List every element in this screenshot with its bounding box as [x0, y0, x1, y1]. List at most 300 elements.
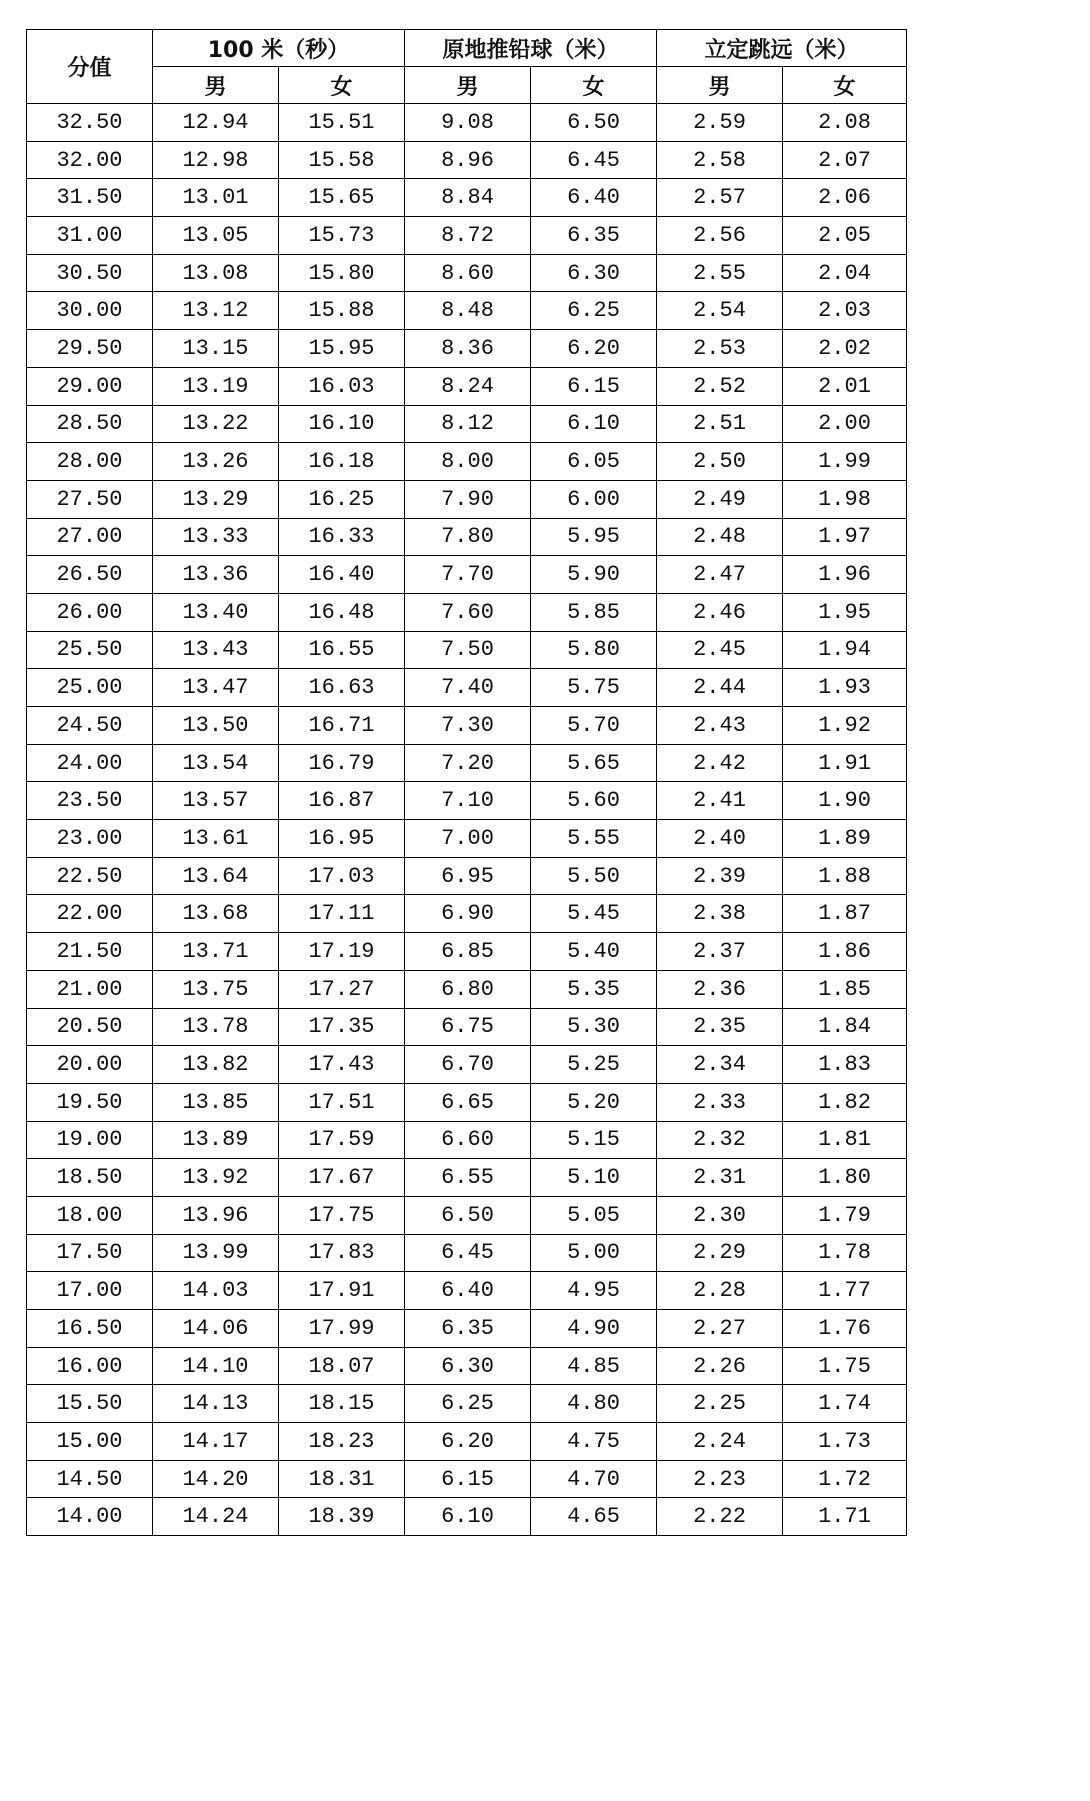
- table-row: [27, 669, 907, 707]
- run100m-male-cell: 13.15: [153, 330, 279, 368]
- run100m-female-cell: 16.40: [279, 556, 405, 594]
- longjump-female-cell: 1.72: [783, 1460, 907, 1498]
- run100m-female-cell: 16.63: [279, 669, 405, 707]
- longjump-male-cell: 2.58: [657, 141, 783, 179]
- longjump-female-cell: 2.06: [783, 179, 907, 217]
- table-row: [27, 556, 907, 594]
- run100m-female-cell: 16.48: [279, 593, 405, 631]
- longjump-male-cell: 2.35: [657, 1008, 783, 1046]
- shotput-male-cell: 6.15: [405, 1460, 531, 1498]
- run100m-female-cell: 18.23: [279, 1423, 405, 1461]
- longjump-male-cell: 2.29: [657, 1234, 783, 1272]
- run100m-female-cell: 16.55: [279, 631, 405, 669]
- score-cell: 29.50: [27, 330, 153, 368]
- table-row: [27, 1196, 907, 1234]
- longjump-female-cell: 1.81: [783, 1121, 907, 1159]
- longjump-female-cell: 1.89: [783, 820, 907, 858]
- shotput-female-cell: 5.85: [531, 593, 657, 631]
- longjump-male-cell: 2.49: [657, 480, 783, 518]
- shotput-female-cell: 5.65: [531, 744, 657, 782]
- table-row: [27, 367, 907, 405]
- run100m-female-cell: 17.51: [279, 1083, 405, 1121]
- shotput-male-cell: 6.35: [405, 1310, 531, 1348]
- table-row: [27, 1460, 907, 1498]
- longjump-male-cell: 2.38: [657, 895, 783, 933]
- shotput-female-cell: 5.80: [531, 631, 657, 669]
- table-row: [27, 330, 907, 368]
- table-row: [27, 179, 907, 217]
- run100m-male-cell: 13.85: [153, 1083, 279, 1121]
- table-row: [27, 480, 907, 518]
- longjump-male-cell: 2.28: [657, 1272, 783, 1310]
- longjump-female-cell: 1.78: [783, 1234, 907, 1272]
- score-cell: 15.00: [27, 1423, 153, 1461]
- run100m-male-cell: 13.47: [153, 669, 279, 707]
- shotput-male-cell: 6.75: [405, 1008, 531, 1046]
- run100m-female-cell: 17.91: [279, 1272, 405, 1310]
- shotput-male-cell: 6.85: [405, 933, 531, 971]
- run100m-male-cell: 13.29: [153, 480, 279, 518]
- score-cell: 24.00: [27, 744, 153, 782]
- longjump-female-cell: 1.71: [783, 1498, 907, 1536]
- longjump-female-cell: 2.02: [783, 330, 907, 368]
- shotput-female-cell: 5.00: [531, 1234, 657, 1272]
- longjump-female-cell: 1.88: [783, 857, 907, 895]
- gender-header-row: [27, 67, 907, 104]
- sub-header-male: 男: [153, 67, 279, 104]
- longjump-female-cell: 1.90: [783, 782, 907, 820]
- score-cell: 14.50: [27, 1460, 153, 1498]
- score-cell: 14.00: [27, 1498, 153, 1536]
- score-cell: 18.00: [27, 1196, 153, 1234]
- longjump-female-cell: 1.94: [783, 631, 907, 669]
- run100m-male-cell: 14.10: [153, 1347, 279, 1385]
- shotput-female-cell: 5.25: [531, 1046, 657, 1084]
- score-cell: 31.50: [27, 179, 153, 217]
- shotput-male-cell: 7.60: [405, 593, 531, 631]
- longjump-male-cell: 2.36: [657, 970, 783, 1008]
- score-cell: 30.50: [27, 254, 153, 292]
- run100m-female-cell: 16.71: [279, 707, 405, 745]
- run100m-male-cell: 13.92: [153, 1159, 279, 1197]
- longjump-male-cell: 2.56: [657, 217, 783, 255]
- run100m-male-cell: 14.20: [153, 1460, 279, 1498]
- score-cell: 27.50: [27, 480, 153, 518]
- longjump-male-cell: 2.30: [657, 1196, 783, 1234]
- longjump-male-cell: 2.37: [657, 933, 783, 971]
- run100m-male-cell: 13.61: [153, 820, 279, 858]
- run100m-female-cell: 18.31: [279, 1460, 405, 1498]
- longjump-male-cell: 2.41: [657, 782, 783, 820]
- shotput-male-cell: 6.60: [405, 1121, 531, 1159]
- run100m-female-cell: 16.25: [279, 480, 405, 518]
- run100m-female-cell: 16.03: [279, 367, 405, 405]
- table-row: [27, 1083, 907, 1121]
- run100m-female-cell: 18.39: [279, 1498, 405, 1536]
- table-row: [27, 405, 907, 443]
- table-row: [27, 933, 907, 971]
- shotput-female-cell: 4.85: [531, 1347, 657, 1385]
- longjump-male-cell: 2.53: [657, 330, 783, 368]
- longjump-female-cell: 1.91: [783, 744, 907, 782]
- run100m-female-cell: 16.10: [279, 405, 405, 443]
- longjump-female-cell: 1.79: [783, 1196, 907, 1234]
- shotput-female-cell: 4.90: [531, 1310, 657, 1348]
- longjump-female-cell: 1.86: [783, 933, 907, 971]
- table-row: [27, 1310, 907, 1348]
- score-cell: 19.50: [27, 1083, 153, 1121]
- table-row: [27, 631, 907, 669]
- longjump-male-cell: 2.48: [657, 518, 783, 556]
- sub-header-male: 男: [657, 67, 783, 104]
- run100m-female-cell: 16.18: [279, 443, 405, 481]
- run100m-male-cell: 13.19: [153, 367, 279, 405]
- shotput-female-cell: 5.60: [531, 782, 657, 820]
- run100m-male-cell: 13.82: [153, 1046, 279, 1084]
- run100m-female-cell: 15.80: [279, 254, 405, 292]
- score-header: 分值: [27, 30, 153, 104]
- longjump-female-cell: 1.96: [783, 556, 907, 594]
- table-row: [27, 1385, 907, 1423]
- shotput-male-cell: 6.50: [405, 1196, 531, 1234]
- longjump-female-cell: 1.95: [783, 593, 907, 631]
- shotput-female-cell: 5.55: [531, 820, 657, 858]
- table-row: [27, 1272, 907, 1310]
- score-cell: 32.00: [27, 141, 153, 179]
- longjump-female-cell: 1.73: [783, 1423, 907, 1461]
- shotput-male-cell: 7.00: [405, 820, 531, 858]
- longjump-male-cell: 2.44: [657, 669, 783, 707]
- table-row: [27, 292, 907, 330]
- table-row: [27, 518, 907, 556]
- shotput-female-cell: 6.50: [531, 104, 657, 142]
- table-row: [27, 1046, 907, 1084]
- shotput-male-cell: 7.50: [405, 631, 531, 669]
- run100m-male-cell: 13.57: [153, 782, 279, 820]
- run100m-male-cell: 13.64: [153, 857, 279, 895]
- run100m-male-cell: 14.06: [153, 1310, 279, 1348]
- sub-header-female: 女: [783, 67, 907, 104]
- shotput-female-cell: 6.15: [531, 367, 657, 405]
- score-cell: 23.50: [27, 782, 153, 820]
- shotput-male-cell: 8.36: [405, 330, 531, 368]
- run100m-male-cell: 13.75: [153, 970, 279, 1008]
- score-cell: 26.00: [27, 593, 153, 631]
- run100m-female-cell: 17.19: [279, 933, 405, 971]
- run100m-male-cell: 13.22: [153, 405, 279, 443]
- run100m-female-cell: 17.83: [279, 1234, 405, 1272]
- longjump-female-cell: 1.83: [783, 1046, 907, 1084]
- longjump-male-cell: 2.50: [657, 443, 783, 481]
- shotput-female-cell: 5.90: [531, 556, 657, 594]
- table-row: [27, 1423, 907, 1461]
- run100m-male-cell: 14.24: [153, 1498, 279, 1536]
- shotput-female-cell: 4.75: [531, 1423, 657, 1461]
- longjump-male-cell: 2.40: [657, 820, 783, 858]
- longjump-female-cell: 1.74: [783, 1385, 907, 1423]
- table-row: [27, 593, 907, 631]
- longjump-male-cell: 2.47: [657, 556, 783, 594]
- score-cell: 30.00: [27, 292, 153, 330]
- shotput-female-cell: 4.70: [531, 1460, 657, 1498]
- longjump-female-cell: 1.99: [783, 443, 907, 481]
- shotput-female-cell: 5.10: [531, 1159, 657, 1197]
- longjump-female-cell: 1.97: [783, 518, 907, 556]
- score-cell: 17.00: [27, 1272, 153, 1310]
- longjump-male-cell: 2.33: [657, 1083, 783, 1121]
- shotput-female-cell: 5.15: [531, 1121, 657, 1159]
- score-cell: 22.50: [27, 857, 153, 895]
- run100m-male-cell: 13.26: [153, 443, 279, 481]
- group-header-shot-put: 原地推铅球（米）: [405, 30, 657, 67]
- shotput-female-cell: 6.30: [531, 254, 657, 292]
- table-row: [27, 254, 907, 292]
- run100m-male-cell: 13.08: [153, 254, 279, 292]
- longjump-male-cell: 2.31: [657, 1159, 783, 1197]
- longjump-female-cell: 1.84: [783, 1008, 907, 1046]
- shotput-female-cell: 6.25: [531, 292, 657, 330]
- score-cell: 29.00: [27, 367, 153, 405]
- score-cell: 22.00: [27, 895, 153, 933]
- shotput-male-cell: 6.30: [405, 1347, 531, 1385]
- shotput-male-cell: 6.80: [405, 970, 531, 1008]
- table-row: [27, 895, 907, 933]
- run100m-female-cell: 17.43: [279, 1046, 405, 1084]
- run100m-male-cell: 14.17: [153, 1423, 279, 1461]
- table-row: [27, 820, 907, 858]
- longjump-male-cell: 2.45: [657, 631, 783, 669]
- run100m-female-cell: 16.33: [279, 518, 405, 556]
- run100m-male-cell: 13.12: [153, 292, 279, 330]
- run100m-female-cell: 17.99: [279, 1310, 405, 1348]
- shotput-male-cell: 6.45: [405, 1234, 531, 1272]
- longjump-male-cell: 2.27: [657, 1310, 783, 1348]
- run100m-male-cell: 13.71: [153, 933, 279, 971]
- run100m-male-cell: 13.43: [153, 631, 279, 669]
- run100m-female-cell: 16.95: [279, 820, 405, 858]
- shotput-male-cell: 8.12: [405, 405, 531, 443]
- longjump-female-cell: 2.04: [783, 254, 907, 292]
- run100m-male-cell: 14.03: [153, 1272, 279, 1310]
- shotput-female-cell: 5.95: [531, 518, 657, 556]
- run100m-male-cell: 13.54: [153, 744, 279, 782]
- longjump-male-cell: 2.34: [657, 1046, 783, 1084]
- shotput-male-cell: 6.10: [405, 1498, 531, 1536]
- shotput-male-cell: 8.84: [405, 179, 531, 217]
- shotput-male-cell: 8.96: [405, 141, 531, 179]
- longjump-female-cell: 1.85: [783, 970, 907, 1008]
- shotput-male-cell: 8.60: [405, 254, 531, 292]
- table-row: [27, 1121, 907, 1159]
- score-cell: 17.50: [27, 1234, 153, 1272]
- longjump-male-cell: 2.22: [657, 1498, 783, 1536]
- longjump-male-cell: 2.26: [657, 1347, 783, 1385]
- table-row: [27, 744, 907, 782]
- group-header-row: [27, 30, 907, 67]
- shotput-male-cell: 7.40: [405, 669, 531, 707]
- longjump-female-cell: 1.87: [783, 895, 907, 933]
- longjump-male-cell: 2.46: [657, 593, 783, 631]
- longjump-male-cell: 2.32: [657, 1121, 783, 1159]
- score-cell: 31.00: [27, 217, 153, 255]
- run100m-female-cell: 18.15: [279, 1385, 405, 1423]
- sub-header-female: 女: [531, 67, 657, 104]
- longjump-male-cell: 2.54: [657, 292, 783, 330]
- shotput-female-cell: 5.20: [531, 1083, 657, 1121]
- run100m-male-cell: 13.05: [153, 217, 279, 255]
- shotput-male-cell: 6.65: [405, 1083, 531, 1121]
- sub-header-female: 女: [279, 67, 405, 104]
- run100m-female-cell: 15.58: [279, 141, 405, 179]
- shotput-female-cell: 5.05: [531, 1196, 657, 1234]
- run100m-female-cell: 17.11: [279, 895, 405, 933]
- shotput-female-cell: 5.70: [531, 707, 657, 745]
- shotput-female-cell: 4.80: [531, 1385, 657, 1423]
- score-cell: 19.00: [27, 1121, 153, 1159]
- score-cell: 21.00: [27, 970, 153, 1008]
- longjump-female-cell: 1.80: [783, 1159, 907, 1197]
- shotput-female-cell: 4.95: [531, 1272, 657, 1310]
- longjump-female-cell: 1.82: [783, 1083, 907, 1121]
- table-row: [27, 141, 907, 179]
- score-cell: 27.00: [27, 518, 153, 556]
- score-cell: 15.50: [27, 1385, 153, 1423]
- group-header-long-jump: 立定跳远（米）: [657, 30, 907, 67]
- table-row: [27, 857, 907, 895]
- shotput-male-cell: 8.24: [405, 367, 531, 405]
- longjump-female-cell: 1.93: [783, 669, 907, 707]
- table-row: [27, 707, 907, 745]
- run100m-male-cell: 13.36: [153, 556, 279, 594]
- longjump-male-cell: 2.52: [657, 367, 783, 405]
- score-cell: 21.50: [27, 933, 153, 971]
- longjump-female-cell: 2.00: [783, 405, 907, 443]
- table-row: [27, 1159, 907, 1197]
- shotput-male-cell: 6.95: [405, 857, 531, 895]
- shotput-female-cell: 6.40: [531, 179, 657, 217]
- run100m-female-cell: 17.35: [279, 1008, 405, 1046]
- score-cell: 20.50: [27, 1008, 153, 1046]
- longjump-male-cell: 2.57: [657, 179, 783, 217]
- longjump-male-cell: 2.24: [657, 1423, 783, 1461]
- score-cell: 28.00: [27, 443, 153, 481]
- longjump-female-cell: 1.75: [783, 1347, 907, 1385]
- longjump-female-cell: 2.07: [783, 141, 907, 179]
- shotput-female-cell: 5.50: [531, 857, 657, 895]
- longjump-female-cell: 2.01: [783, 367, 907, 405]
- run100m-female-cell: 18.07: [279, 1347, 405, 1385]
- shotput-female-cell: 5.30: [531, 1008, 657, 1046]
- shotput-female-cell: 6.10: [531, 405, 657, 443]
- run100m-female-cell: 17.59: [279, 1121, 405, 1159]
- shotput-female-cell: 6.00: [531, 480, 657, 518]
- run100m-male-cell: 13.33: [153, 518, 279, 556]
- shotput-male-cell: 6.40: [405, 1272, 531, 1310]
- run100m-male-cell: 13.89: [153, 1121, 279, 1159]
- shotput-male-cell: 7.20: [405, 744, 531, 782]
- longjump-female-cell: 1.76: [783, 1310, 907, 1348]
- longjump-female-cell: 1.92: [783, 707, 907, 745]
- longjump-male-cell: 2.39: [657, 857, 783, 895]
- table-row: [27, 1498, 907, 1536]
- run100m-female-cell: 15.73: [279, 217, 405, 255]
- longjump-male-cell: 2.55: [657, 254, 783, 292]
- group-header-100m: 100 米（秒）: [153, 30, 405, 67]
- table-row: [27, 443, 907, 481]
- score-cell: 28.50: [27, 405, 153, 443]
- shotput-male-cell: 6.70: [405, 1046, 531, 1084]
- shotput-female-cell: 5.75: [531, 669, 657, 707]
- shotput-male-cell: 7.90: [405, 480, 531, 518]
- shotput-male-cell: 8.48: [405, 292, 531, 330]
- score-cell: 23.00: [27, 820, 153, 858]
- table-row: [27, 782, 907, 820]
- table-row: [27, 1347, 907, 1385]
- shotput-female-cell: 5.45: [531, 895, 657, 933]
- score-cell: 16.50: [27, 1310, 153, 1348]
- run100m-male-cell: 14.13: [153, 1385, 279, 1423]
- shotput-male-cell: 7.70: [405, 556, 531, 594]
- shotput-male-cell: 6.90: [405, 895, 531, 933]
- shotput-female-cell: 6.20: [531, 330, 657, 368]
- run100m-male-cell: 12.94: [153, 104, 279, 142]
- run100m-male-cell: 13.50: [153, 707, 279, 745]
- run100m-male-cell: 13.68: [153, 895, 279, 933]
- longjump-male-cell: 2.42: [657, 744, 783, 782]
- shotput-female-cell: 6.05: [531, 443, 657, 481]
- run100m-male-cell: 13.40: [153, 593, 279, 631]
- score-cell: 18.50: [27, 1159, 153, 1197]
- longjump-male-cell: 2.51: [657, 405, 783, 443]
- run100m-female-cell: 15.65: [279, 179, 405, 217]
- shotput-male-cell: 6.25: [405, 1385, 531, 1423]
- run100m-female-cell: 17.27: [279, 970, 405, 1008]
- table-row: [27, 104, 907, 142]
- table-row: [27, 970, 907, 1008]
- table-body: [27, 104, 907, 1536]
- table-row: [27, 1234, 907, 1272]
- score-cell: 26.50: [27, 556, 153, 594]
- run100m-female-cell: 16.79: [279, 744, 405, 782]
- shotput-female-cell: 5.35: [531, 970, 657, 1008]
- run100m-female-cell: 15.88: [279, 292, 405, 330]
- score-cell: 32.50: [27, 104, 153, 142]
- run100m-female-cell: 15.95: [279, 330, 405, 368]
- longjump-male-cell: 2.25: [657, 1385, 783, 1423]
- run100m-male-cell: 13.01: [153, 179, 279, 217]
- table-row: [27, 1008, 907, 1046]
- run100m-female-cell: 17.03: [279, 857, 405, 895]
- longjump-female-cell: 2.08: [783, 104, 907, 142]
- run100m-female-cell: 16.87: [279, 782, 405, 820]
- shotput-male-cell: 7.80: [405, 518, 531, 556]
- longjump-female-cell: 1.98: [783, 480, 907, 518]
- score-cell: 24.50: [27, 707, 153, 745]
- score-standard-table: [26, 29, 907, 1536]
- run100m-female-cell: 17.67: [279, 1159, 405, 1197]
- run100m-male-cell: 12.98: [153, 141, 279, 179]
- shotput-female-cell: 6.35: [531, 217, 657, 255]
- longjump-male-cell: 2.23: [657, 1460, 783, 1498]
- shotput-male-cell: 7.10: [405, 782, 531, 820]
- score-cell: 25.00: [27, 669, 153, 707]
- shotput-male-cell: 9.08: [405, 104, 531, 142]
- table-row: [27, 217, 907, 255]
- shotput-female-cell: 6.45: [531, 141, 657, 179]
- score-cell: 25.50: [27, 631, 153, 669]
- shotput-male-cell: 8.00: [405, 443, 531, 481]
- score-cell: 20.00: [27, 1046, 153, 1084]
